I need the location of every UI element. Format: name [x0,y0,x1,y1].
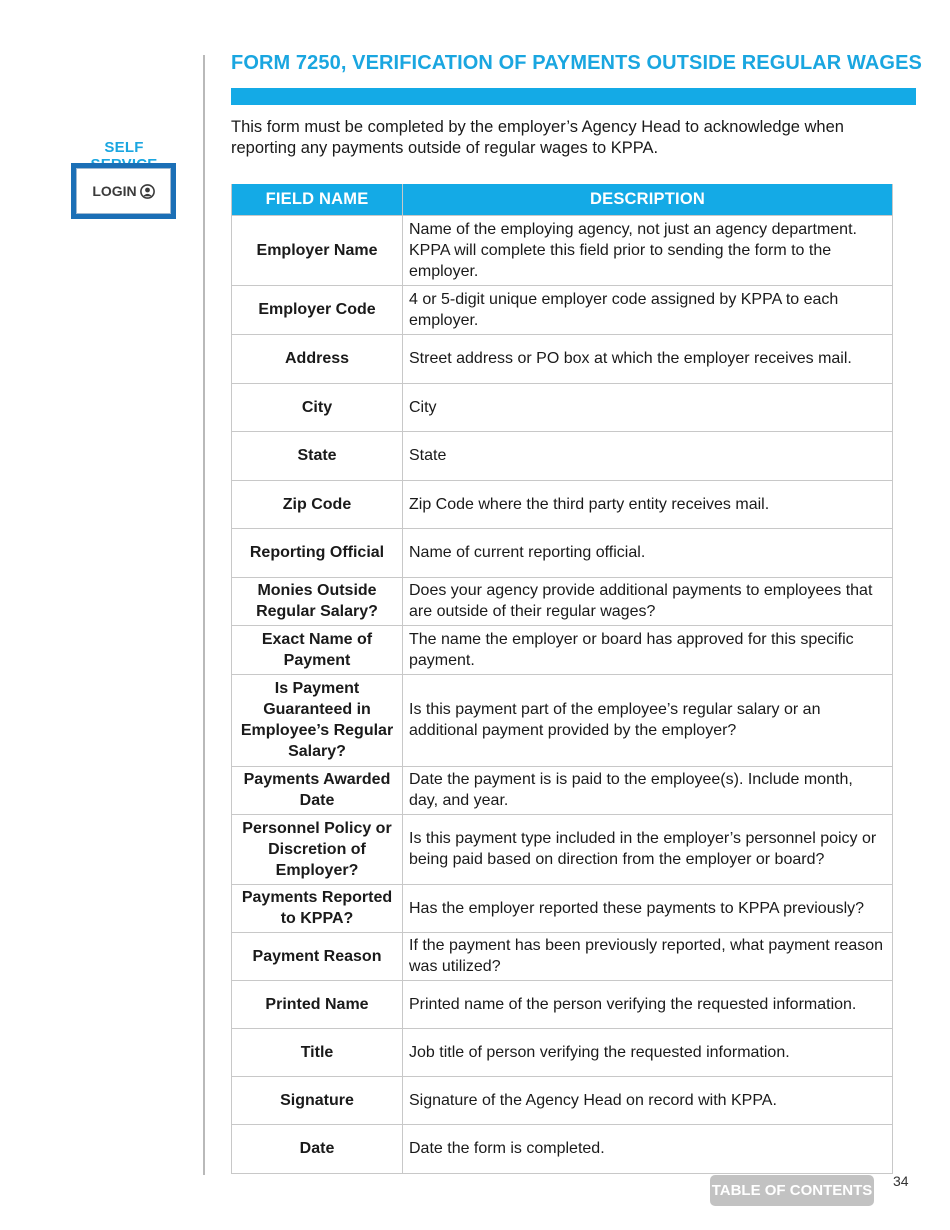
table-row [232,528,893,577]
table-row [232,1076,893,1124]
field-name-cell: Address [232,334,403,383]
table-row [232,674,893,766]
description-cell: Printed name of the person verifying the requested information. [403,980,893,1028]
user-icon [140,184,155,199]
description-cell: Does your agency provide additional payments to employees that are outside of their regular wages? [403,577,893,625]
field-name-cell: City [232,383,403,431]
table-row [232,285,893,334]
description-cell: Is this payment type included in the employer’s personnel poicy or being paid based on direction from the employer or board? [403,814,893,884]
field-name-cell: Payment Reason [232,932,403,980]
field-name-cell: Zip Code [232,480,403,528]
description-cell: State [403,431,893,480]
field-name-cell: Reporting Official [232,528,403,577]
table-row [232,980,893,1028]
login-label: LOGIN [92,183,137,199]
description-cell: Is this payment part of the employee’s regular salary or an additional payment provided by the employer? [403,674,893,766]
login-button-face[interactable] [76,168,171,214]
page-number: 34 [893,1173,909,1189]
table-row [232,577,893,625]
field-name-cell: Monies Outside Regular Salary? [232,577,403,625]
description-cell: The name the employer or board has approved for this specific payment. [403,625,893,674]
field-description-table [231,184,893,1174]
description-cell: Name of the employing agency, not just an agency department. KPPA will complete this field prior to sending the form to the employer. [403,215,893,285]
field-name-cell: Printed Name [232,980,403,1028]
self-service-label: SELF [104,139,144,156]
description-cell: If the payment has been previously reported, what payment reason was utilized? [403,932,893,980]
field-name-cell: Payments Awarded Date [232,766,403,814]
table-row [232,625,893,674]
table-row [232,215,893,285]
field-name-cell: Employer Code [232,285,403,334]
field-name-cell: Exact Name of Payment [232,625,403,674]
description-cell: Date the payment is is paid to the employee(s). Include month, day, and year. [403,766,893,814]
field-name-cell: Personnel Policy or Discretion of Employer? [232,814,403,884]
field-name-cell: Is Payment Guaranteed in Employee’s Regular Salary? [232,674,403,766]
table-row [232,1124,893,1173]
table-row [232,334,893,383]
description-cell: Job title of person verifying the requested information. [403,1028,893,1076]
field-name-cell: Title [232,1028,403,1076]
table-row [232,1028,893,1076]
field-name-cell: Employer Name [232,215,403,285]
table-row [232,884,893,932]
field-name-cell: Date [232,1124,403,1173]
field-name-cell: Payments Reported to KPPA? [232,884,403,932]
login-button[interactable] [71,163,176,219]
description-cell: City [403,383,893,431]
header-description: DESCRIPTION [403,184,893,215]
table-of-contents-button[interactable]: TABLE OF CONTENTS [710,1175,874,1206]
description-cell: Has the employer reported these payments to KPPA previously? [403,884,893,932]
description-cell: Name of current reporting official. [403,528,893,577]
title-underline-bar [231,88,916,105]
page-title: FORM 7250, VERIFICATION OF PAYMENTS OUTSIDE REGULAR WAGES [231,52,922,74]
description-cell: Signature of the Agency Head on record with KPPA. [403,1076,893,1124]
field-name-cell: Signature [232,1076,403,1124]
header-field-name: FIELD NAME [232,184,403,215]
description-cell: Zip Code where the third party entity receives mail. [403,480,893,528]
table-row [232,932,893,980]
table-row [232,480,893,528]
table-header-row [232,184,893,215]
intro-paragraph: This form must be completed by the employer’s Agency Head to acknowledge when reporting any payments outside of regular wages to KPPA. [231,118,844,157]
description-cell: Street address or PO box at which the employer receives mail. [403,334,893,383]
vertical-divider [203,55,205,1175]
field-name-cell: State [232,431,403,480]
description-cell: 4 or 5-digit unique employer code assigned by KPPA to each employer. [403,285,893,334]
table-row [232,814,893,884]
table-row [232,766,893,814]
table-row [232,383,893,431]
table-row [232,431,893,480]
description-cell: Date the form is completed. [403,1124,893,1173]
